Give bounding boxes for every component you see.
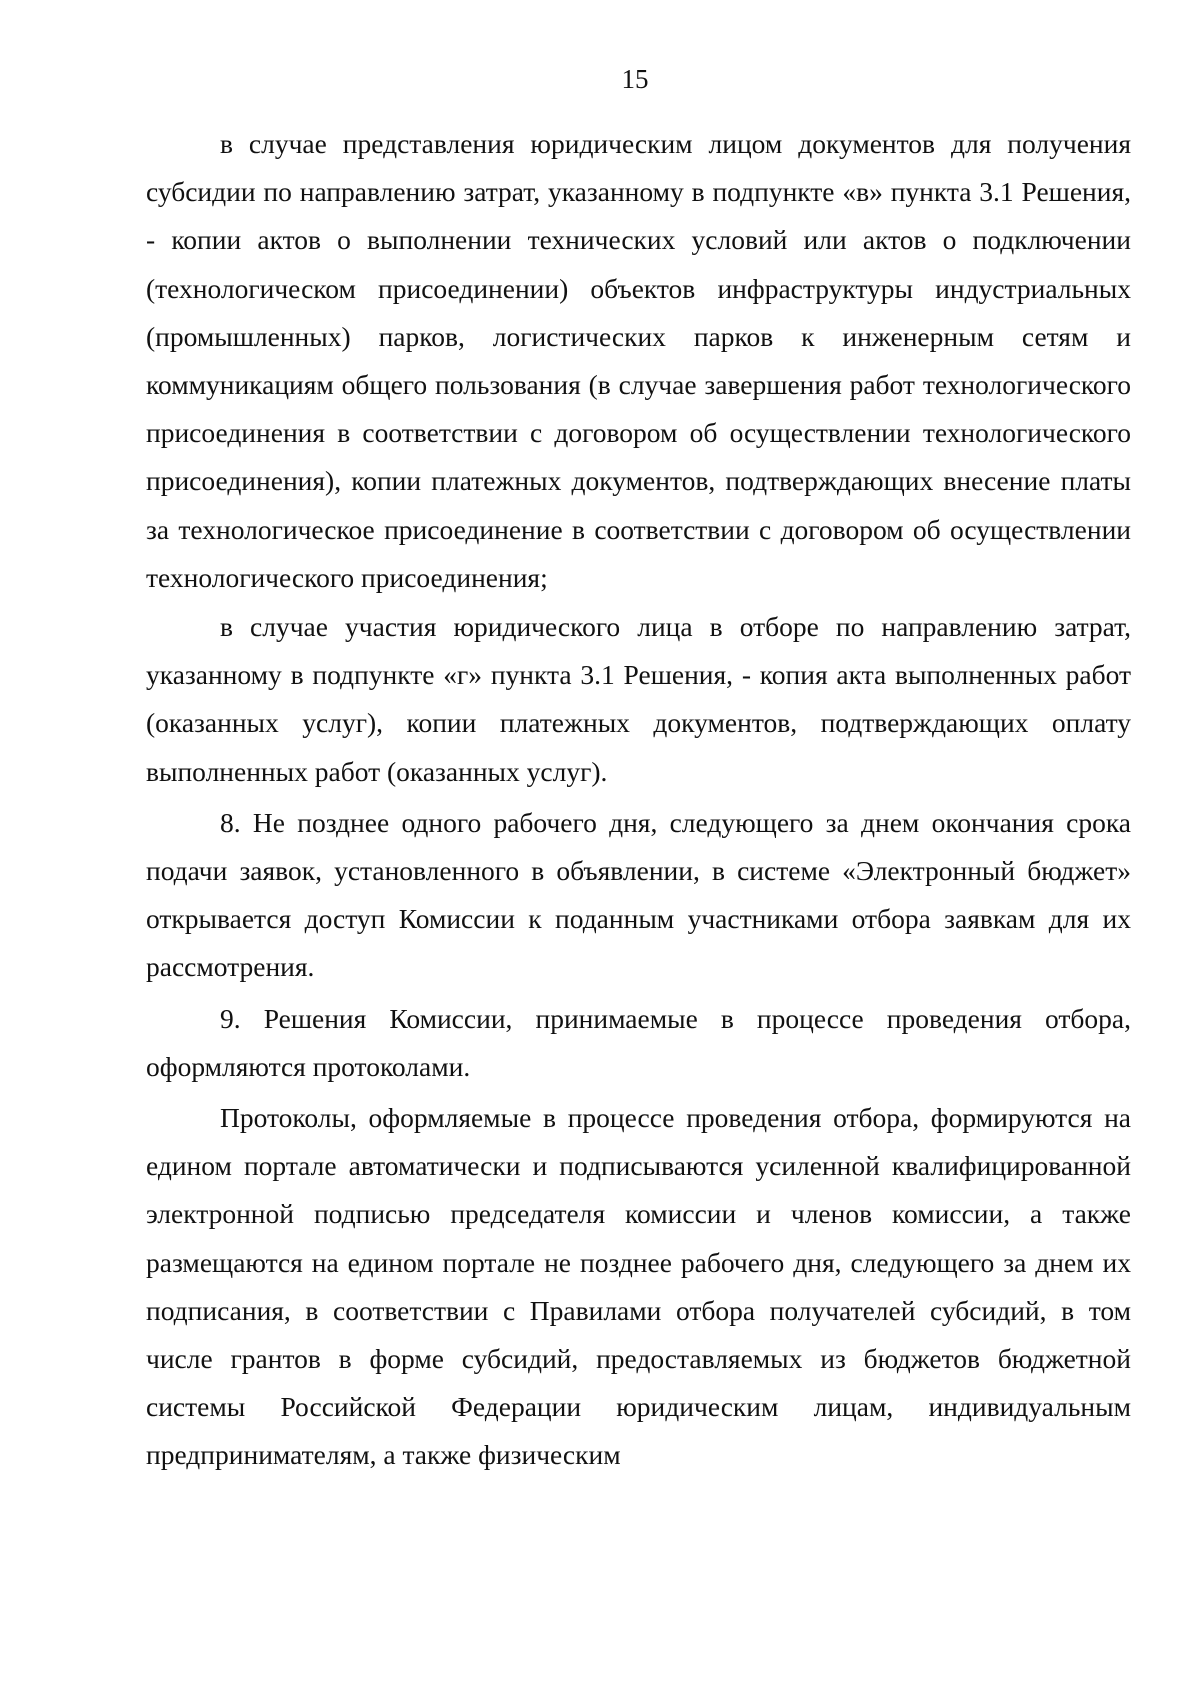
paragraph-protocols: Протоколы, оформляемые в процессе проведения отбора, формируются на едином портале автоматически и подписываются усиленной квалифицированной электронной подписью председателя комиссии и членов комиссии, а также размещаются на едином портале не позднее рабочего дня, следующего за днем их подписания, в соответствии с Правилами отбора получателей субсидий, в том числе грантов в форме субсидий, предоставляемых из бюджетов бюджетной системы Российской Федерации юридическим лицам, индивидуальным предпринимателям, а также физическим xyxy=(146,1102,1131,1471)
document-body xyxy=(146,120,1131,1480)
paragraph-clause-8: 8. Не позднее одного рабочего дня, следующего за днем окончания срока подачи заявок, установленного в объявлении, в системе «Электронный бюджет» открывается доступ Комиссии к поданным участниками отбора заявкам для их рассмотрения. xyxy=(146,806,1131,983)
paragraph-clause-9: 9. Решения Комиссии, принимаемые в процессе проведения отбора, оформляются протоколами. xyxy=(146,1002,1131,1082)
page-number: 15 xyxy=(621,64,649,94)
paragraph-documents-for-item-v: в случае представления юридическим лицом документов для получения субсидии по направлению затрат, указанному в подпункте «в» пункта 3.1 Решения, - копии актов о выполнении технических условий или актов о подключении (технологическом присоединении) объектов инфраструктуры индустриальных (промышленных) парков, логистических парков к инженерным сетям и коммуникациям общего пользования (в случае завершения работ технологического присоединения в соответствии с договором об осуществлении технологического присоединения), копии платежных документов, подтверждающих внесение платы за технологическое присоединение в соответствии с договором об осуществлении технологического присоединения; xyxy=(146,128,1131,593)
paragraph-participation-item-g: в случае участия юридического лица в отборе по направлению затрат, указанному в подпункте «г» пункта 3.1 Решения, - копия акта выполненных работ (оказанных услуг), копии платежных документов, подтверждающих оплату выполненных работ (оказанных услуг). xyxy=(146,611,1131,787)
